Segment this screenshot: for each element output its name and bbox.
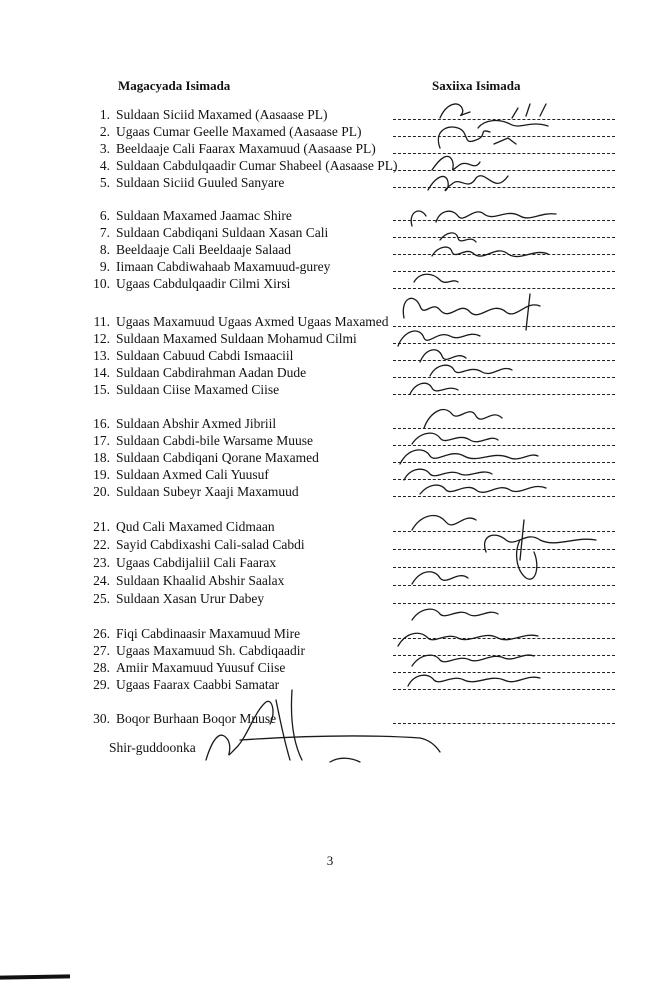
list-item: 10. Ugaas Cabdulqaadir Cilmi Xirsi <box>93 276 291 291</box>
list-item: 9. Iimaan Cabdiwahaab Maxamuud-gurey <box>99 259 331 274</box>
list-item: 29. Ugaas Faarax Caabbi Samatar <box>93 677 280 692</box>
list-item: 27. Ugaas Maxamuud Sh. Cabdiqaadir <box>93 643 305 658</box>
signature-mark <box>412 433 498 444</box>
list-item: 11. Ugaas Maxamuud Ugaas Axmed Ugaas Maxamed <box>93 314 389 329</box>
list-item: 3. Beeldaaje Cali Faarax Maxamuud (Aasaase PL) <box>99 141 376 156</box>
member-name: Beeldaaje Cali Beeldaaje Salaad <box>116 242 292 257</box>
list-item: 12. Suldaan Maxamed Suldaan Mohamud Cilmi <box>93 331 357 346</box>
list-item: 1. Suldaan Siciid Maxamed (Aasaase PL) <box>99 107 328 122</box>
member-name: Suldaan Cabuud Cabdi Ismaaciil <box>116 348 294 363</box>
member-name: Boqor Burhaan Boqor Muuse <box>116 711 277 726</box>
list-item: 30. Boqor Burhaan Boqor Muuse <box>93 711 277 726</box>
page-number: 3 <box>326 853 334 868</box>
signature-mark <box>420 485 546 494</box>
signature-mark <box>403 294 540 330</box>
list-item: 7. Suldaan Cabdiqani Suldaan Xasan Cali <box>99 225 329 240</box>
signature-mark <box>430 365 512 376</box>
member-name: Suldaan Khaalid Abshir Saalax <box>116 573 285 588</box>
signature-mark <box>485 520 596 579</box>
member-name: Sayid Cabdixashi Cali-salad Cabdi <box>116 537 305 552</box>
list-item: 20. Suldaan Subeyr Xaaji Maxamuud <box>93 484 299 499</box>
signature-mark <box>440 104 548 128</box>
list-item: 26. Fiqi Cabdinaasir Maxamuud Mire <box>93 626 301 641</box>
member-name: Ugaas Cabdijaliil Cali Faarax <box>116 555 277 570</box>
signature-mark <box>414 274 458 282</box>
signature-mark <box>206 690 302 760</box>
signatures-column-title: Saxiixa Isimada <box>432 78 521 93</box>
list-item: 6. Suldaan Maxamed Jaamac Shire <box>99 208 292 223</box>
chair-label: Shir-guddoonka <box>109 740 196 755</box>
member-name: Ugaas Cabdulqaadir Cilmi Xirsi <box>116 276 291 291</box>
list-item: 4. Suldaan Cabdulqaadir Cumar Shabeel (Aasaase PL) <box>99 158 398 173</box>
list-item: 17. Suldaan Cabdi-bile Warsame Muuse <box>93 433 313 448</box>
list-item: 24. Suldaan Khaalid Abshir Saalax <box>93 573 285 588</box>
list-item: 5. Suldaan Siciid Guuled Sanyare <box>99 175 285 190</box>
list-item: 25. Suldaan Xasan Urur Dabey <box>93 591 265 606</box>
signature-mark <box>404 469 492 480</box>
member-name: Suldaan Maxamed Suldaan Mohamud Cilmi <box>116 331 357 346</box>
member-name: Suldaan Cabdiqani Qorane Maxamed <box>116 450 319 465</box>
signature-mark <box>440 233 476 242</box>
signature-mark <box>410 383 458 394</box>
signature-mark <box>412 655 534 666</box>
member-name: Suldaan Xasan Urur Dabey <box>116 591 265 606</box>
list-item: 22. Sayid Cabdixashi Cali-salad Cabdi <box>93 537 305 552</box>
member-name: Fiqi Cabdinaasir Maxamuud Mire <box>116 626 301 641</box>
member-name: Suldaan Abshir Axmed Jibriil <box>116 416 277 431</box>
names-column-title: Magacyada Isimada <box>118 78 231 93</box>
signature-mark <box>408 675 540 686</box>
list-item: 28. Amiir Maxamuud Yuusuf Ciise <box>93 660 286 675</box>
member-name: Qud Cali Maxamed Cidmaan <box>116 519 275 534</box>
member-name: Amiir Maxamuud Yuusuf Ciise <box>116 660 286 675</box>
signature-mark <box>424 410 502 428</box>
member-name: Suldaan Cabdiqani Suldaan Xasan Cali <box>116 225 329 240</box>
member-name: Suldaan Cabdi-bile Warsame Muuse <box>116 433 313 448</box>
member-name: Suldaan Siciid Guuled Sanyare <box>116 175 285 190</box>
list-item: 21. Qud Cali Maxamed Cidmaan <box>93 519 275 534</box>
signature-mark <box>330 758 360 762</box>
signature-mark <box>432 247 548 256</box>
member-name: Suldaan Cabdulqaadir Cumar Shabeel (Aasaase PL) <box>116 158 398 173</box>
member-name: Suldaan Cabdirahman Aadan Dude <box>116 365 307 380</box>
signature-mark <box>398 633 538 646</box>
signature-mark <box>412 516 476 530</box>
list-item: 23. Ugaas Cabdijaliil Cali Faarax <box>93 555 277 570</box>
member-name: Suldaan Subeyr Xaaji Maxamuud <box>116 484 299 499</box>
member-name: Suldaan Ciise Maxamed Ciise <box>116 382 280 397</box>
signature-mark <box>432 156 480 170</box>
signature-mark <box>412 572 468 584</box>
member-name: Ugaas Faarax Caabbi Samatar <box>116 677 280 692</box>
list-item: 13. Suldaan Cabuud Cabdi Ismaaciil <box>93 348 294 363</box>
list-item: 15. Suldaan Ciise Maxamed Ciise <box>93 382 280 397</box>
member-name: Iimaan Cabdiwahaab Maxamuud-gurey <box>116 259 331 274</box>
signature-mark <box>240 736 440 752</box>
signature-mark <box>420 350 466 362</box>
member-name: Suldaan Siciid Maxamed (Aasaase PL) <box>116 107 328 122</box>
list-item: 2. Ugaas Cumar Geelle Maxamed (Aasaase PL) <box>99 124 362 139</box>
list-item: 14. Suldaan Cabdirahman Aadan Dude <box>93 365 307 380</box>
signature-mark <box>412 609 498 620</box>
signature-mark <box>411 211 556 226</box>
member-name: Ugaas Cumar Geelle Maxamed (Aasaase PL) <box>116 124 362 139</box>
member-name: Ugaas Maxamuud Ugaas Axmed Ugaas Maxamed <box>116 314 389 329</box>
signature-mark <box>438 127 516 148</box>
signature-mark <box>400 450 538 464</box>
list-item: 8. Beeldaaje Cali Beeldaaje Salaad <box>99 242 292 257</box>
list-item: 19. Suldaan Axmed Cali Yuusuf <box>93 467 269 482</box>
member-name: Ugaas Maxamuud Sh. Cabdiqaadir <box>116 643 305 658</box>
member-name: Suldaan Maxamed Jaamac Shire <box>116 208 292 223</box>
member-name: Beeldaaje Cali Faarax Maxamuud (Aasaase PL) <box>116 141 376 156</box>
member-name: Suldaan Axmed Cali Yuusuf <box>116 467 269 482</box>
signature-mark <box>428 176 508 191</box>
list-item: 18. Suldaan Cabdiqani Qorane Maxamed <box>93 450 319 465</box>
list-item: 16. Suldaan Abshir Axmed Jibriil <box>93 416 277 431</box>
signature-mark <box>398 331 480 346</box>
